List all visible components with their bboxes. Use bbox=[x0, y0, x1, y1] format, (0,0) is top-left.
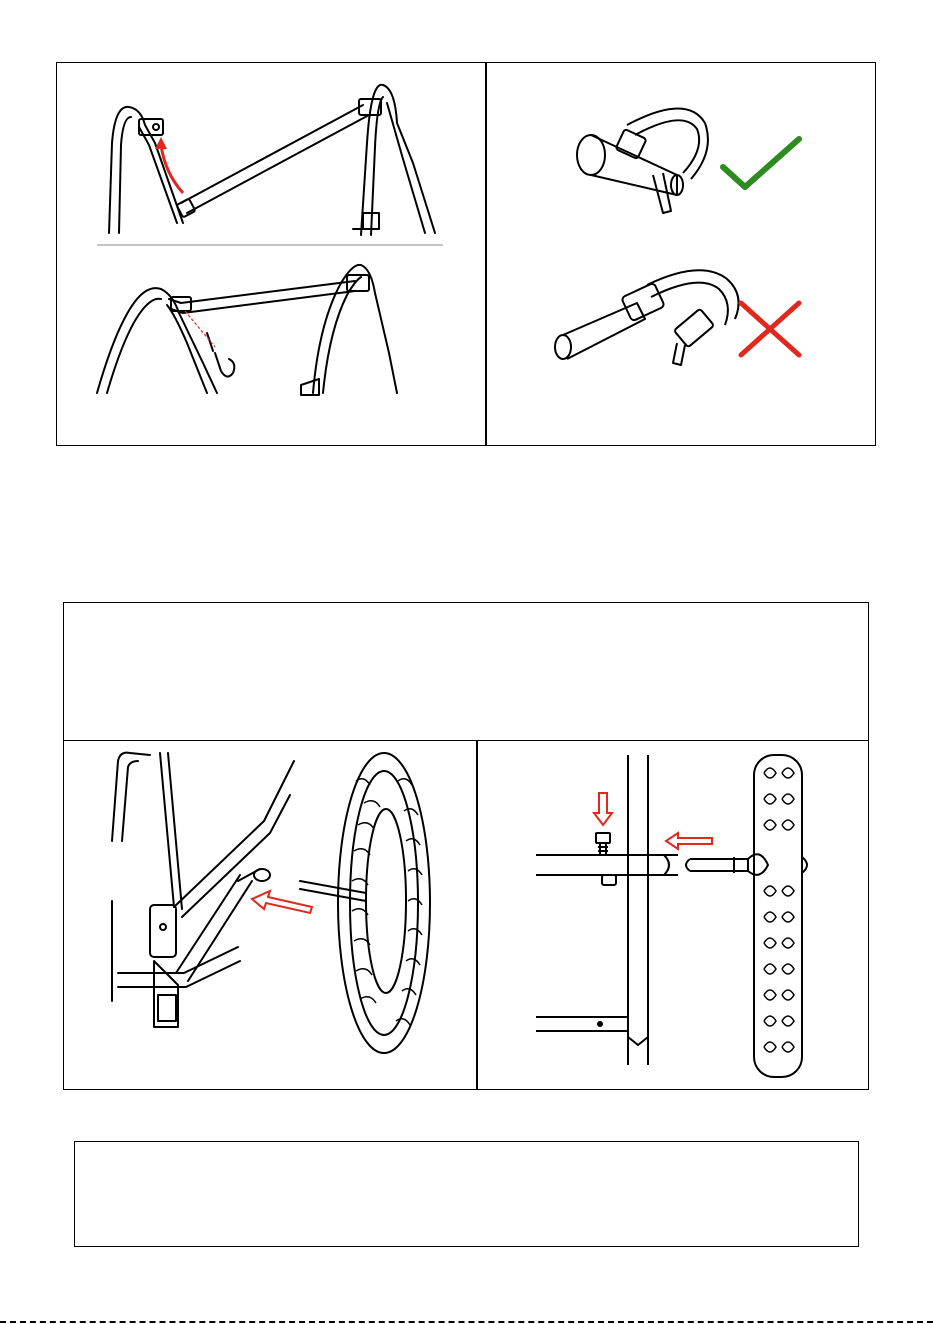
crossbar-illustration bbox=[57, 63, 485, 445]
open-pin-drawing bbox=[555, 270, 739, 365]
instruction-box-1 bbox=[63, 602, 869, 742]
wheel-perspective-figure bbox=[64, 741, 476, 1089]
wheel-perspective-illustration bbox=[64, 741, 476, 1089]
arrow-icon bbox=[666, 833, 712, 849]
arrow-icon bbox=[594, 793, 612, 825]
lynch-pin-illustration bbox=[487, 63, 875, 445]
wheel-front-illustration bbox=[478, 741, 868, 1089]
lynch-pin-figure bbox=[487, 63, 875, 445]
crossbar-figure bbox=[57, 63, 485, 445]
instruction-box-2 bbox=[74, 1141, 859, 1247]
cross-mark-icon bbox=[741, 303, 799, 355]
closed-pin-drawing bbox=[577, 108, 708, 213]
check-mark-icon bbox=[723, 139, 799, 187]
top-figure-box bbox=[56, 62, 876, 446]
instruction-text-2 bbox=[75, 1142, 858, 1182]
page-bottom-rule bbox=[0, 1321, 933, 1323]
instruction-text-1 bbox=[64, 603, 868, 643]
wheel-figure-box bbox=[63, 740, 869, 1090]
arrow-icon bbox=[252, 891, 312, 913]
wheel-front-figure bbox=[478, 741, 868, 1089]
